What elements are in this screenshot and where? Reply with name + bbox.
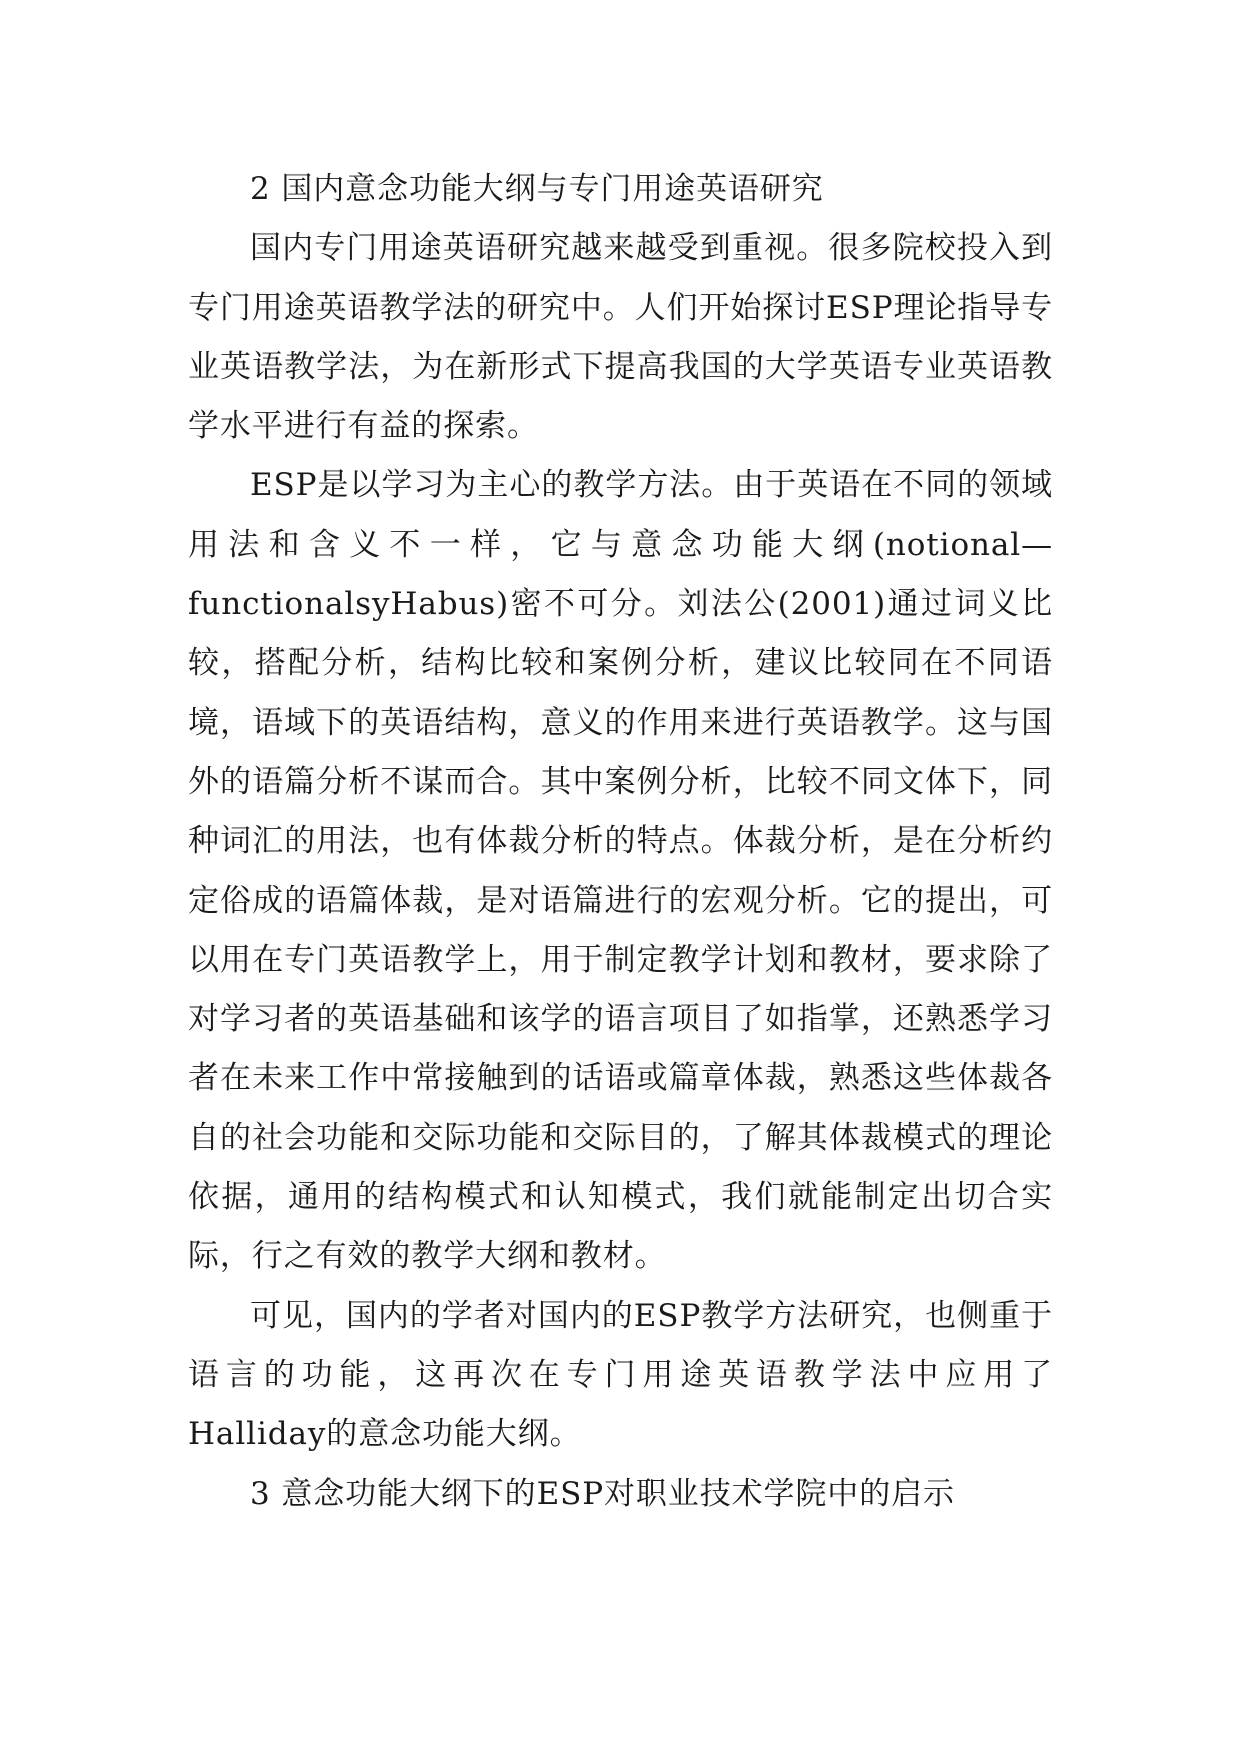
paragraph-1: 国内专门用途英语研究越来越受到重视。很多院校投入到专门用途英语教学法的研究中。人们开始探讨ESP理论指导专业英语教学法，为在新形式下提高我国的大学英语专业英语教学水平进行有益的探索。 <box>188 230 1053 445</box>
paragraph-2: ESP是以学习为主心的教学方法。由于英语在不同的领域用法和含义不一样，它与意念功能大纲(notional—functionalsyHabus)密不可分。刘法公(2001)通过词义比较，搭配分析，结构比较和案例分析，建议比较同在不同语境，语域下的英语结构，意义的作用来进行英语教学。这与国外的语篇分析不谋而合。其中案例分析，比较不同文体下，同种词汇的用法，也有体裁分析的特点。体裁分析，是在分析约定俗成的语篇体裁，是对语篇进行的宏观分析。它的提出，可以用在专门英语教学上，用于制定教学计划和教材，要求除了对学习者的英语基础和该学的语言项目了如指掌，还熟悉学习者在未来工作中常接触到的话语或篇章体裁，熟悉这些体裁各自的社会功能和交际功能和交际目的，了解其体裁模式的理论依据，通用的结构模式和认知模式，我们就能制定出切合实际，行之有效的教学大纲和教材。 <box>188 467 1053 1275</box>
section-heading-3: 3 意念功能大纲下的ESP对职业技术学院中的启示 <box>250 1475 955 1512</box>
document-body <box>188 160 1053 1524</box>
paragraph-3: 可见，国内的学者对国内的ESP教学方法研究，也侧重于语言的功能，这再次在专门用途英语教学法中应用了Halliday的意念功能大纲。 <box>188 1297 1053 1453</box>
section-heading-2: 2 国内意念功能大纲与专门用途英语研究 <box>250 171 824 207</box>
